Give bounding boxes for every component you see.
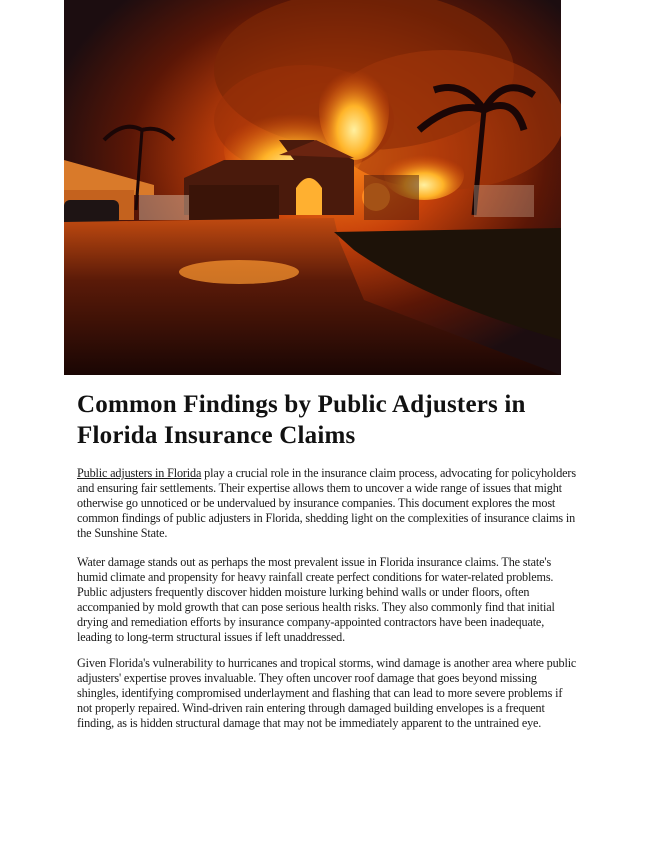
intro-paragraph (77, 466, 577, 541)
hero-image-house-fire (64, 0, 561, 375)
article-title: Common Findings by Public Adjusters in Florida Insurance Claims (77, 391, 526, 449)
intro-paragraph-text: play a crucial role in the insurance claim process, advocating for policyholders and ensuring fair settlements. Their expertise allows them to uncover a wide range of issues that might otherwise go unnoticed or be undervalued by insurance companies. This document explores the most common findings of public adjusters in Florida, shedding light on the complexities of insurance claims in the Sunshine State. (77, 466, 576, 540)
wind-damage-paragraph: Given Florida's vulnerability to hurricanes and tropical storms, wind damage is another area where public adjusters' expertise proves invaluable. They often uncover roof damage that goes beyond missing shingles, identifying compromised underlayment and flashing that can lead to more severe problems if not properly repaired. Wind-driven rain entering through damaged building envelopes is a frequent finding, as is hidden structural damage that may not be immediately apparent to the untrained eye. (77, 656, 577, 730)
water-damage-paragraph: Water damage stands out as perhaps the most prevalent issue in Florida insurance claims. The state's humid climate and propensity for heavy rainfall create perfect conditions for water-related problems. Public adjusters frequently discover hidden moisture lurking behind walls or under floors, often accompanied by mold growth that can pose serious health risks. They also commonly find that initial drying and remediation efforts by insurance company-appointed contractors have been inadequate, leading to long-term structural issues if left unaddressed. (77, 555, 555, 644)
public-adjusters-florida-link[interactable]: Public adjusters in Florida (77, 466, 202, 480)
house-fire-illustration (64, 0, 561, 375)
